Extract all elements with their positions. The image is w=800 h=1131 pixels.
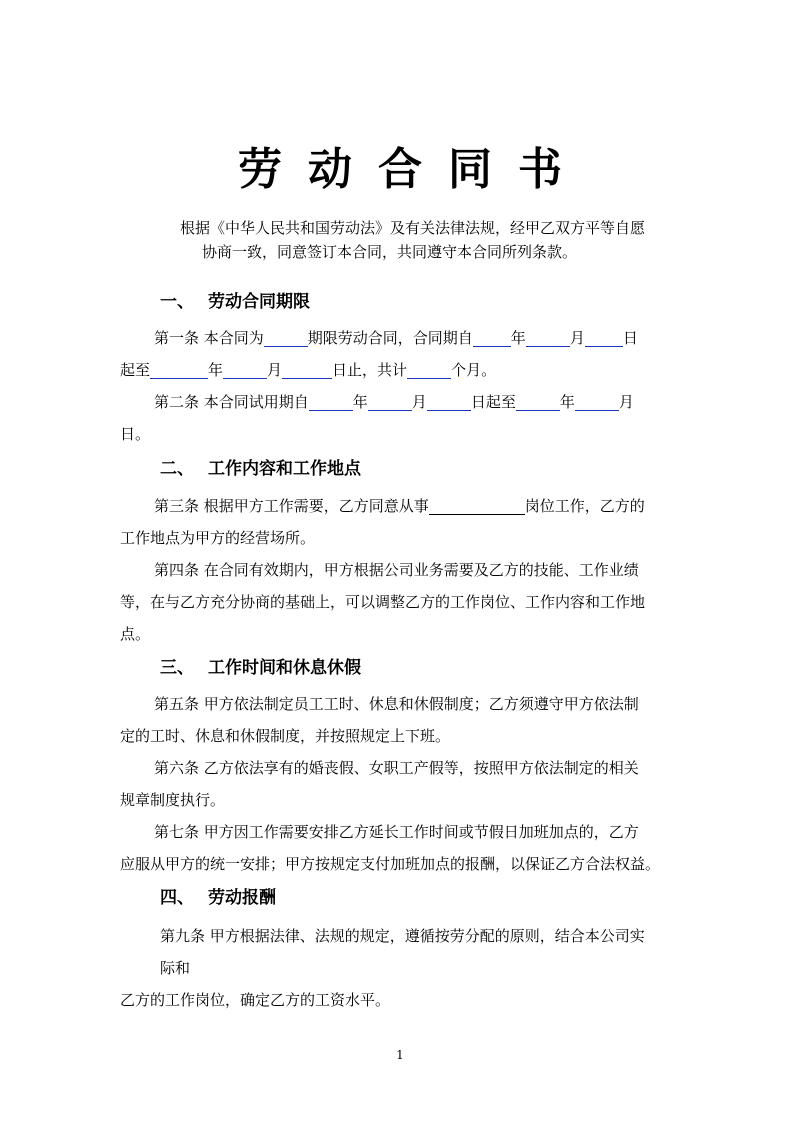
section-2-heading: [160, 457, 361, 481]
article-4: [120, 554, 680, 650]
section-4-number: 四、: [160, 888, 194, 908]
section-1-title: 劳动合同期限: [208, 292, 310, 312]
section-1-number: 一、: [160, 292, 194, 312]
article-6-line-1: 第六条 乙方依法享有的婚丧假、女职工产假等，按照甲方依法制定的相关: [154, 759, 639, 777]
start-year-blank[interactable]: [473, 328, 511, 347]
section-4-heading: [160, 886, 276, 910]
article-2: [120, 386, 680, 450]
article-6-line-2: 规章制度执行。: [120, 791, 226, 809]
article-1-line-2: 起至 年 月 日止，共计 个月。: [120, 361, 497, 379]
article-1: [120, 322, 680, 386]
article-4-line-1: 第四条 在合同有效期内，甲方根据公司业务需要及乙方的技能、工作业绩: [154, 561, 639, 579]
section-2-title: 工作内容和工作地点: [208, 459, 361, 479]
document-title: 劳动合同书: [238, 144, 588, 195]
probation-start-day-blank[interactable]: [427, 392, 471, 411]
section-3-title: 工作时间和休息休假: [208, 658, 361, 678]
page-number: 1: [396, 1048, 404, 1062]
article-9-line-2: 际和: [160, 959, 191, 977]
article-6: [120, 752, 680, 816]
article-5: [120, 688, 680, 752]
end-year-blank[interactable]: [150, 360, 208, 379]
contract-type-blank[interactable]: [264, 328, 308, 347]
article-3-line-1: 第三条 根据甲方工作需要，乙方同意从事 岗位工作，乙方的: [154, 497, 645, 515]
probation-end-year-blank[interactable]: [516, 392, 560, 411]
article-2-line-2: 日。: [120, 425, 151, 443]
position-blank[interactable]: [429, 496, 525, 515]
article-7-line-2: 应服从甲方的统一安排；甲方按规定支付加班加点的报酬，以保证乙方合法权益。: [120, 855, 661, 873]
intro-line-2: 协商一致，同意签订本合同，共同遵守本合同所列条款。: [202, 243, 578, 261]
probation-start-month-blank[interactable]: [368, 392, 412, 411]
section-1-heading: [160, 290, 310, 314]
section-4-title: 劳动报酬: [208, 888, 276, 908]
article-5-line-2: 定的工时、休息和休假制度，并按照规定上下班。: [120, 727, 451, 745]
article-1-line-1: 第一条 本合同为 期限劳动合同，合同期自 年 月 日: [154, 329, 638, 347]
section-2-number: 二、: [160, 459, 194, 479]
article-7-line-1: 第七条 甲方因工作需要安排乙方延长工作时间或节假日加班加点的，乙方: [154, 823, 639, 841]
section-3-heading: [160, 656, 361, 680]
intro-paragraph: [180, 216, 700, 264]
article-3-line-2: 工作地点为甲方的经营场所。: [120, 529, 316, 547]
probation-start-year-blank[interactable]: [309, 392, 353, 411]
end-day-blank[interactable]: [282, 360, 332, 379]
article-5-line-1: 第五条 甲方依法制定员工工时、休息和休假制度；乙方须遵守甲方依法制: [154, 695, 639, 713]
section-3-number: 三、: [160, 658, 194, 678]
article-4-line-3: 点。: [120, 625, 151, 643]
article-2-line-1: 第二条 本合同试用期自 年 月 日起至 年 月: [154, 393, 634, 411]
start-day-blank[interactable]: [585, 328, 623, 347]
end-month-blank[interactable]: [223, 360, 267, 379]
article-9-line-1: 第九条 甲方根据法律、法规的规定，遵循按劳分配的原则，结合本公司实: [160, 927, 645, 945]
article-3: [120, 490, 680, 554]
article-9-line-3: 乙方的工作岗位，确定乙方的工资水平。: [120, 991, 391, 1009]
article-9: [120, 920, 680, 1016]
article-7: [120, 816, 680, 880]
start-month-blank[interactable]: [526, 328, 570, 347]
intro-line-1: 根据《中华人民共和国劳动法》及有关法律法规，经甲乙双方平等自愿: [180, 219, 646, 237]
probation-end-month-blank[interactable]: [575, 392, 619, 411]
total-months-blank[interactable]: [407, 360, 451, 379]
article-4-line-2: 等，在与乙方充分协商的基础上，可以调整乙方的工作岗位、工作内容和工作地: [120, 593, 646, 611]
